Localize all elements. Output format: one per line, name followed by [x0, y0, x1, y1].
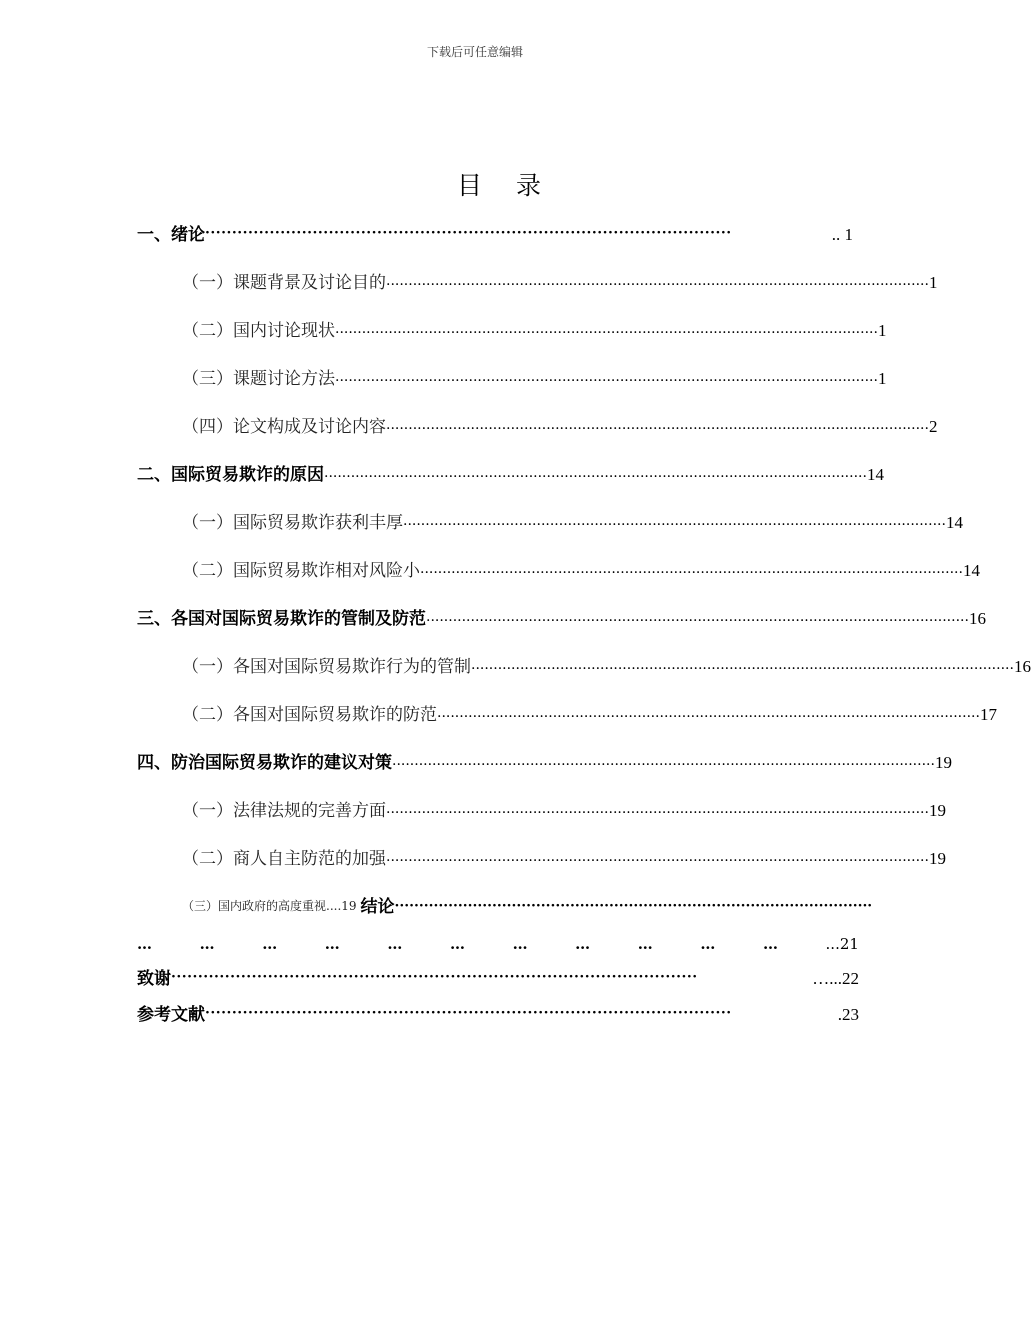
- toc-page-number: 1: [928, 273, 938, 292]
- toc-entry-label: （二）各国对国际贸易欺诈的防范: [182, 705, 437, 725]
- toc-page-number: .. 1: [831, 225, 853, 244]
- toc-entry-merged[interactable]: [182, 891, 873, 917]
- toc-entry[interactable]: [182, 507, 963, 533]
- toc-entry[interactable]: [137, 747, 952, 773]
- toc-ellipsis: …: [512, 935, 528, 953]
- toc-leader-dots: ..........................................................................................................................: [324, 465, 867, 481]
- toc-entry-label: （一）法律法规的完善方面: [182, 801, 386, 821]
- toc-entry[interactable]: [182, 795, 946, 821]
- toc-entry[interactable]: [182, 843, 946, 869]
- toc-ellipsis: …: [575, 935, 591, 953]
- toc-entry[interactable]: [137, 999, 859, 1025]
- toc-title: [0, 166, 998, 202]
- toc-leader-dots: ..........................................................................................................................: [335, 369, 878, 385]
- toc-ellipsis: …: [449, 935, 465, 953]
- toc-entry[interactable]: [182, 411, 938, 437]
- toc-entry-label: 结论: [360, 897, 395, 917]
- toc-page-number: .23: [837, 1005, 859, 1024]
- toc-entry-label: （二）国际贸易欺诈相对风险小: [182, 561, 420, 581]
- toc-entry-label: 三、各国对国际贸易欺诈的管制及防范: [137, 609, 426, 629]
- toc-page-number: ...21: [825, 935, 859, 953]
- toc-entry[interactable]: [137, 219, 859, 245]
- toc-leader-dots: ..........................................................................................................................: [392, 753, 935, 769]
- toc-leader-dots: ..........................................................................................................................: [403, 513, 946, 529]
- toc-leader-dots: ..........................................................................................................................: [386, 849, 929, 865]
- toc-page-number: 16: [968, 609, 986, 628]
- toc-entry-label: 参考文献: [137, 1005, 205, 1025]
- toc-leader-dots: ..........................................................................................................................: [426, 609, 969, 625]
- toc-leader-dots: ··································································································: [205, 1005, 732, 1021]
- toc-ellipsis: …: [762, 935, 778, 953]
- toc-entry-label: （三）课题讨论方法: [182, 369, 335, 389]
- toc-ellipsis: …: [324, 935, 340, 953]
- toc-ellipsis: …: [637, 935, 653, 953]
- toc-leader-dots: ··································································································: [394, 898, 873, 914]
- toc-entry-label: （四）论文构成及讨论内容: [182, 417, 386, 437]
- toc-entry[interactable]: [182, 651, 1031, 677]
- toc-leader-dots: ..........................................................................................................................: [471, 657, 1014, 673]
- toc-entry-label: （一）课题背景及讨论目的: [182, 273, 386, 293]
- toc-page-number: …...22: [812, 969, 859, 988]
- toc-page-number: 14: [866, 465, 884, 484]
- toc-page-number: 19: [928, 849, 946, 868]
- toc-entry-label: 致谢: [137, 969, 171, 989]
- toc-page-number: 16: [1013, 657, 1031, 676]
- toc-entry[interactable]: [137, 963, 859, 989]
- toc-leader-dots: ..........................................................................................................................: [386, 273, 929, 289]
- toc-page-number: 19: [934, 753, 952, 772]
- toc-entry-label-small: （三）国内政府的高度重视....19: [182, 899, 357, 913]
- toc-leader-dots: ..........................................................................................................................: [386, 417, 929, 433]
- toc-ellipsis: …: [387, 935, 403, 953]
- toc-title-char-2: 录: [516, 171, 542, 200]
- toc-entry-label: （一）各国对国际贸易欺诈行为的管制: [182, 657, 471, 677]
- toc-entry[interactable]: [182, 267, 938, 293]
- toc-entry-label: （一）国际贸易欺诈获利丰厚: [182, 513, 403, 533]
- toc-continuation-line: [137, 929, 859, 953]
- toc-entry-label: 一、绪论: [137, 225, 205, 245]
- toc-leader-dots: ..........................................................................................................................: [335, 321, 878, 337]
- toc-entry[interactable]: [137, 459, 884, 485]
- toc-leader-dots: ..........................................................................................................................: [386, 801, 929, 817]
- toc-page-number: 14: [962, 561, 980, 580]
- toc-leader-dots: ··································································································: [171, 969, 698, 985]
- toc-ellipsis: …: [137, 935, 152, 953]
- toc-leader-dots: ..........................................................................................................................: [420, 561, 963, 577]
- toc-page-number: 2: [928, 417, 938, 436]
- toc-entry-label: （二）商人自主防范的加强: [182, 849, 386, 869]
- toc-leader-dots: ..........................................................................................................................: [437, 705, 980, 721]
- toc-entry[interactable]: [182, 555, 980, 581]
- toc-page-number: 1: [877, 369, 887, 388]
- toc-page-number: 1: [877, 321, 887, 340]
- toc-entry[interactable]: [182, 363, 887, 389]
- toc-leader-dots: ··································································································: [205, 225, 732, 241]
- toc-page-number: 17: [979, 705, 997, 724]
- toc-entry[interactable]: [182, 315, 887, 341]
- toc-ellipsis: …: [199, 935, 215, 953]
- toc-entry[interactable]: [182, 699, 997, 725]
- toc-ellipsis: …: [262, 935, 278, 953]
- page-header: 下载后可任意编辑: [426, 45, 523, 59]
- toc-page-number: 14: [945, 513, 963, 532]
- toc-page-number: 19: [928, 801, 946, 820]
- toc-entry-label: 二、国际贸易欺诈的原因: [137, 465, 324, 485]
- toc-ellipsis: …: [700, 935, 716, 953]
- toc-entry[interactable]: [137, 603, 986, 629]
- toc-entry-label: 四、防治国际贸易欺诈的建议对策: [137, 753, 392, 773]
- toc-title-char-1: 目: [456, 171, 482, 200]
- toc-entry-label: （二）国内讨论现状: [182, 321, 335, 341]
